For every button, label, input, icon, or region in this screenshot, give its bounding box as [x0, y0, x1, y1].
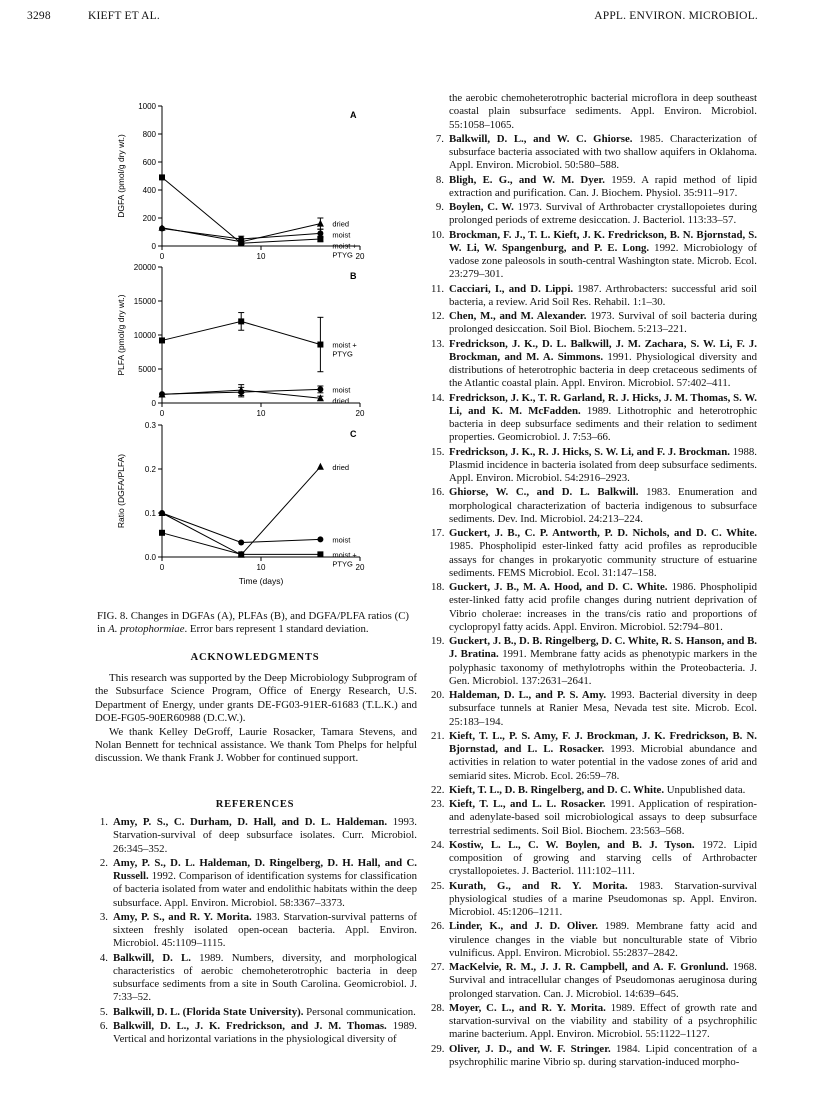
reference-number: 15. — [431, 445, 445, 458]
series-label: moist + PTYG — [332, 550, 357, 569]
reference-authors: Fredrickson, J. K., D. L. Balkwill, J. M. Zachara, S. W. Li, F. J. Brockman, and M. A. Simmons. — [449, 337, 757, 363]
reference-authors: Fredrickson, J. K., T. R. Garland, R. J. Hicks, J. M. Thomas, S. W. Li, and K. M. McFadden. — [449, 391, 757, 417]
reference-number: 6. — [99, 1019, 108, 1032]
chart-panel-a — [116, 102, 365, 261]
reference-item — [431, 730, 757, 783]
caption-label: FIG. 8. — [97, 610, 128, 622]
journal-name: APPL. ENVIRON. MICROBIOL. — [594, 10, 758, 22]
reference-number: 12. — [431, 310, 445, 322]
reference-authors: Chen, M., and M. Alexander. — [449, 310, 587, 322]
data-point — [238, 539, 244, 545]
y-tick-label: 600 — [142, 158, 156, 167]
reference-item — [431, 920, 757, 960]
reference-text: 1972. Lipid composition of growing and starving cells of Arthrobacter crystallopoietes. J. Bacteriol. 111:102–111. — [449, 838, 757, 878]
reference-authors: Balkwill, D. L., J. K. Fredrickson, and J. M. Thomas. — [113, 1019, 387, 1032]
x-tick-label: 20 — [355, 252, 365, 261]
reference-item — [431, 283, 757, 310]
reference-authors: Guckert, J. B., D. B. Ringelberg, D. C. White, R. S. Hanson, and B. J. Bratina. — [449, 635, 757, 661]
y-tick-label: 0 — [151, 399, 156, 408]
reference-authors: Balkwill, D. L. — [113, 951, 191, 964]
reference-text: 1968. Survival and intracellular changes of Pseudomonas aeruginosa during prolonged starvation. Can. J. Microbiol. 14:639–645. — [449, 961, 757, 1000]
y-tick-label: 0.2 — [144, 465, 156, 474]
data-point — [238, 240, 244, 246]
reference-item — [431, 201, 757, 228]
reference-number: 3. — [99, 910, 108, 923]
ack-paragraph-2: We thank Kelley DeGroff, Laurie Rosacker, Tamara Stevens, and Nolan Bennett for technical assistance. We thank Tom Phelps for helpful discussion. We thank Frank J. Wobber for continued support. — [95, 725, 417, 765]
reference-item — [431, 338, 757, 391]
reference-number: 18. — [431, 581, 445, 593]
reference-text: 1991. Physiological diversity and distributions of heterotrophic bacteria in deep cretaceous sediments of the Atlantic coastal plain. Appl. Environ. Microbiol. 57:402–411. — [449, 350, 757, 390]
reference-item — [95, 1006, 417, 1019]
references-list-left — [95, 816, 417, 1047]
reference-text: 1984. Lipid concentration of a psychrophilic marine Vibrio sp. during starvation-induced morpho- — [449, 1042, 757, 1068]
reference-number: 23. — [431, 798, 445, 810]
reference-number: 7. — [435, 132, 444, 145]
data-point — [159, 174, 165, 180]
reference-number: 5. — [99, 1005, 108, 1018]
panel-label: C — [350, 429, 357, 439]
y-tick-label: 5000 — [138, 365, 156, 374]
series-line — [162, 513, 320, 542]
y-tick-label: 20000 — [133, 263, 156, 272]
reference-number: 24. — [431, 838, 445, 851]
figure-8 — [95, 92, 395, 602]
reference-authors: Brockman, F. J., T. L. Kieft, J. K. Fredrickson, B. N. Bjornstad, S. W. Li, W. Spangenburg, and P. E. Long. — [449, 228, 757, 254]
reference-authors: Bligh, E. G., and W. M. Dyer. — [449, 173, 605, 186]
series-label: moist — [332, 230, 351, 240]
data-point — [159, 530, 165, 536]
reference-number: 25. — [431, 879, 445, 892]
data-point — [317, 551, 323, 557]
reference-text: 1989. Effect of growth rate and starvation-survival on the viability and stability of a psychrophilic marine bacterium. Appl. Environ. Microbiol. 55:1122–1127. — [449, 1001, 758, 1041]
reference-number: 11. — [431, 282, 445, 295]
series-line — [162, 177, 320, 243]
series-label: moist — [332, 535, 351, 545]
reference-text: 1985. Characterization of subsurface bacteria associated with two shallow aquifers in Oklahoma. Appl. Environ. Microbiol. 50:580–588. — [449, 132, 757, 172]
reference-text: 1993. Bacterial diversity in deep subsurface tunnels at Ranier Mesa, Nevada test site. Microb. Ecol. 25:183–194. — [449, 689, 757, 728]
references-heading: REFERENCES — [215, 799, 295, 810]
reference-item — [431, 880, 757, 920]
reference-item — [431, 133, 757, 173]
reference-text: 1991. Membrane fatty acids as phenotypic markers in the polyphasic taxonomy of methylotrophs within the Proteobacteria. J. Gen. Microbiol. 137:2631–2641. — [449, 648, 757, 687]
acknowledgments-heading: ACKNOWLEDGMENTS — [190, 652, 320, 663]
reference-item — [431, 486, 757, 526]
reference-text: 1983. Starvation-survival physiological studies of a marine Pseudomonas sp. Appl. Environ. Microbiol. 45:1206–1211. — [449, 879, 757, 918]
reference-number: 26. — [431, 920, 445, 933]
reference-number: 1. — [99, 816, 108, 828]
reference-number: 22. — [431, 783, 445, 796]
reference-continuation: the aerobic chemoheterotrophic bacterial microflora in deep southeast coastal plain subsurface sediments. Appl. Environ. Microbiol. 55:1058–1065. — [449, 92, 757, 131]
reference-authors: Kieft, T. L., and L. L. Rosacker. — [449, 798, 606, 810]
reference-number: 2. — [99, 856, 108, 869]
data-point — [317, 463, 324, 470]
reference-item — [431, 581, 757, 634]
reference-authors: Fredrickson, J. K., R. J. Hicks, S. W. Li, and F. J. Brockman. — [449, 445, 730, 458]
data-point — [238, 318, 244, 324]
reference-item — [431, 392, 757, 445]
reference-number: 28. — [431, 1001, 445, 1014]
reference-text: 1988. Plasmid incidence in bacteria isolated from deep subsurface sediments. Appl. Environ. Microbiol. 54:2916–2923. — [449, 445, 758, 484]
reference-text: 1989. Numbers, diversity, and morphological characteristics of aerobic chemoheterotrophic bacteria in deep subsurface sediments from a site in South Carolina. Geomicrobiol. J. 7:33–52. — [113, 951, 417, 1004]
panel-label: A — [350, 110, 357, 120]
reference-text: 1993. Microbial abundance and activities in relation to water potential in the vadose zones of arid and semiarid sites. Microb. Ecol. 26:59–78. — [449, 743, 757, 782]
reference-text: 1989. Membrane fatty acid and virulence changes in the viable but nonculturable state of Vibrio vulnificus. Appl. Environ. Microbiol. 55:2837–2842. — [449, 920, 757, 959]
reference-number: 20. — [431, 689, 445, 701]
reference-authors: Kostiw, L. L., C. W. Boylen, and B. J. Tyson. — [449, 838, 695, 851]
series-label: dried — [332, 462, 350, 472]
x-tick-label: 0 — [159, 252, 165, 261]
reference-text: 1992. Comparison of identification systems for classification of bacteria isolated from water and endolithic habitats within the deep subsurface. Appl. Environ. Microbiol. 58:3367–3373. — [113, 870, 417, 909]
page-number: 3298 — [27, 10, 51, 22]
reference-text: 1991. Application of respiration- and adenylate-based soil microbiological assays to deep subsurface terrestrial sediments. Soil Biol. Biochem. 23:563–568. — [449, 798, 757, 837]
caption-species: A. protophormiae — [108, 623, 185, 636]
series-label: moist — [332, 385, 351, 395]
data-point — [317, 536, 323, 542]
reference-authors: Kurath, G., and R. Y. Morita. — [449, 879, 628, 892]
series-label: moist + PTYG — [332, 241, 357, 260]
reference-authors: Kieft, T. L., D. B. Ringelberg, and D. C. White. — [449, 783, 665, 796]
x-tick-label: 0 — [159, 409, 165, 418]
reference-authors: Cacciari, I., and D. Lippi. — [449, 282, 574, 295]
series-label: dried — [332, 219, 350, 229]
reference-item — [431, 784, 757, 797]
y-tick-label: 1000 — [138, 102, 156, 111]
reference-text: Unpublished data. — [664, 783, 746, 796]
y-tick-label: 0.0 — [144, 553, 156, 562]
reference-item — [431, 310, 757, 337]
reference-authors: Guckert, J. B., C. P. Antworth, P. D. Nichols, and D. C. White. — [449, 527, 757, 539]
data-point — [159, 510, 165, 516]
reference-item — [431, 229, 757, 282]
reference-authors: Ghiorse, W. C., and D. L. Balkwill. — [449, 486, 639, 499]
reference-authors: Boylen, C. W. — [449, 201, 514, 213]
reference-authors: Balkwill, D. L., and W. C. Ghiorse. — [449, 132, 633, 145]
reference-number: 16. — [431, 486, 445, 499]
y-tick-label: 400 — [142, 186, 156, 195]
reference-text: 1987. Arthrobacters: successful arid soil bacteria, a review. Arid Soil Res. Rehabil. 1:1–30. — [449, 282, 757, 308]
series-label: moist + PTYG — [332, 340, 357, 359]
series-label: dried — [332, 396, 350, 406]
y-axis-label: DGFA (pmol/g dry wt.) — [116, 134, 126, 218]
reference-item — [431, 174, 757, 201]
caption-text-a: Changes in DGFAs (A), PLFAs (B), and DGFA/PLFA ratios (C) in — [97, 610, 409, 636]
y-tick-label: 10000 — [133, 331, 156, 340]
references-list-right — [431, 92, 757, 1070]
reference-item — [95, 816, 417, 856]
reference-number: 10. — [431, 228, 445, 241]
data-point — [317, 236, 323, 242]
reference-item — [431, 1002, 757, 1042]
reference-number: 21. — [431, 729, 445, 742]
ack-paragraph-1: This research was supported by the Deep Microbiology Subprogram of the Subsurface Science Program, Office of Energy Research, U.S. Department of Energy, under grants DE-FG03-91ER-61683 (T.L.K.) and DOE-FG05-90ER60988 (D.C.W.). — [95, 672, 417, 725]
reference-item — [95, 911, 417, 951]
x-tick-label: 20 — [355, 563, 365, 572]
reference-authors: Moyer, C. L., and R. Y. Morita. — [449, 1001, 606, 1014]
reference-number: 17. — [431, 527, 445, 539]
reference-authors: Haldeman, D. L., and P. S. Amy. — [449, 689, 607, 701]
reference-item — [431, 798, 757, 838]
x-tick-label: 10 — [256, 252, 266, 261]
reference-text: 1986. Phospholipid ester-linked fatty acid profile changes during nutrient deprivation of Vibrio cholerae: increases in the trans/cis ratio and proportions of cyclopropyl fatty acids. Appl. Environ. Microbiol. 52:794–801. — [449, 581, 757, 633]
reference-number: 19. — [431, 635, 445, 647]
reference-item — [431, 446, 757, 486]
acknowledgments-body — [95, 672, 417, 766]
reference-text: 1959. A rapid method of lipid extraction and purification. Can. J. Biochem. Physiol. 35:911–917. — [449, 173, 757, 199]
reference-item — [431, 839, 757, 879]
y-tick-label: 0.3 — [144, 421, 156, 430]
reference-item — [95, 857, 417, 910]
data-point — [317, 386, 323, 392]
reference-text: 1989. Lithotrophic and heterotrophic bacteria in deep subsurface sediments and their relation to sediment properties. Geomicrobiol. J. 7:53–66. — [449, 404, 758, 444]
reference-text: 1973. Survival of Arthrobacter crystallopoietes during prolonged periods of extreme desiccation. J. Bacteriol. 113:33–57. — [449, 201, 758, 227]
chart-panel-c — [116, 421, 365, 586]
reference-text: 1985. Phospholipid ester-linked fatty acid profiles as reproducible assays for changes in prokaryotic community structure of estuarine sediments. FEMS Microbiol. Ecol. 31:147–158. — [449, 540, 757, 579]
reference-text: 1983. Enumeration and morphological characterization of bacteria indigenous to subsurface sediments. Dev. Ind. Microbiol. 24:213–224. — [449, 486, 757, 525]
reference-number: 14. — [431, 391, 445, 404]
reference-authors: MacKelvie, R. M., J. J. R. Campbell, and A. F. Gronlund. — [449, 961, 729, 973]
caption-text-b: . Error bars represent 1 standard deviation. — [184, 623, 369, 636]
chart-panel-b — [116, 263, 365, 418]
reference-text: 1993. Starvation-survival of deep subsurface isolates. Curr. Microbiol. 26:345–352. — [113, 816, 417, 855]
running-authors: KIEFT ET AL. — [88, 10, 160, 22]
reference-authors: Amy, P. S., D. L. Haldeman, D. Ringelberg, D. H. Hall, and C. Russell. — [113, 856, 417, 882]
data-point — [317, 342, 323, 348]
reference-item — [431, 689, 757, 729]
y-tick-label: 15000 — [133, 297, 156, 306]
reference-authors: Balkwill, D. L. (Florida State University). — [113, 1005, 304, 1018]
data-point — [238, 551, 244, 557]
reference-item — [95, 1020, 417, 1047]
reference-number: 9. — [435, 201, 444, 213]
figure-caption — [97, 610, 409, 637]
reference-number: 13. — [431, 337, 445, 350]
y-axis-label: PLFA (pmol/g dry wt.) — [116, 294, 126, 376]
data-point — [317, 230, 323, 236]
reference-authors: Amy, P. S., and R. Y. Morita. — [113, 910, 252, 923]
reference-item — [431, 1043, 757, 1070]
y-tick-label: 800 — [142, 130, 156, 139]
reference-text: 1973. Survival of soil bacteria during prolonged desiccation. Soil Biol. Biochem. 5:213–221. — [449, 310, 757, 336]
panel-label: B — [350, 271, 357, 281]
reference-number: 8. — [435, 173, 444, 186]
reference-text: 1983. Starvation-survival patterns of sixteen freshly isolated open-ocean bacteria. Appl. Environ. Microbiol. 45:1109–1115. — [113, 910, 417, 950]
y-tick-label: 0 — [151, 242, 156, 251]
reference-number: 4. — [99, 951, 108, 964]
reference-item — [431, 527, 757, 580]
reference-item — [431, 961, 757, 1001]
reference-authors: Linder, K., and J. D. Oliver. — [449, 920, 598, 933]
data-point — [159, 337, 165, 343]
y-axis-label: Ratio (DGFA/PLFA) — [116, 453, 126, 529]
reference-item — [95, 952, 417, 1005]
reference-authors: Guckert, J. B., M. A. Hood, and D. C. White. — [449, 581, 668, 593]
data-point — [159, 226, 165, 232]
reference-item — [431, 635, 757, 688]
reference-text: 1989. Vertical and horizontal variations in the physiological diversity of — [113, 1019, 417, 1045]
reference-authors: Amy, P. S., C. Durham, D. Hall, and D. L. Haldeman. — [113, 816, 388, 828]
reference-text: Personal communication. — [303, 1005, 416, 1018]
x-axis-label: Time (days) — [238, 576, 284, 586]
y-tick-label: 200 — [142, 214, 156, 223]
data-point — [317, 220, 324, 227]
reference-number: 29. — [431, 1042, 445, 1055]
reference-text: 1992. Microbiology of vadose zone paleosols in south-central Washington state. Microb. Ecol. 23:279–301. — [449, 241, 757, 281]
x-tick-label: 10 — [256, 563, 266, 572]
x-tick-label: 0 — [159, 563, 165, 572]
x-tick-label: 10 — [256, 409, 266, 418]
y-tick-label: 0.1 — [144, 509, 156, 518]
x-tick-label: 20 — [355, 409, 365, 418]
reference-number: 27. — [431, 961, 445, 973]
reference-authors: Oliver, J. D., and W. F. Stringer. — [449, 1042, 611, 1055]
reference-authors: Kieft, T. L., P. S. Amy, F. J. Brockman, J. K. Fredrickson, B. N. Bjornstad, and L. L. Rosacker. — [449, 729, 757, 755]
